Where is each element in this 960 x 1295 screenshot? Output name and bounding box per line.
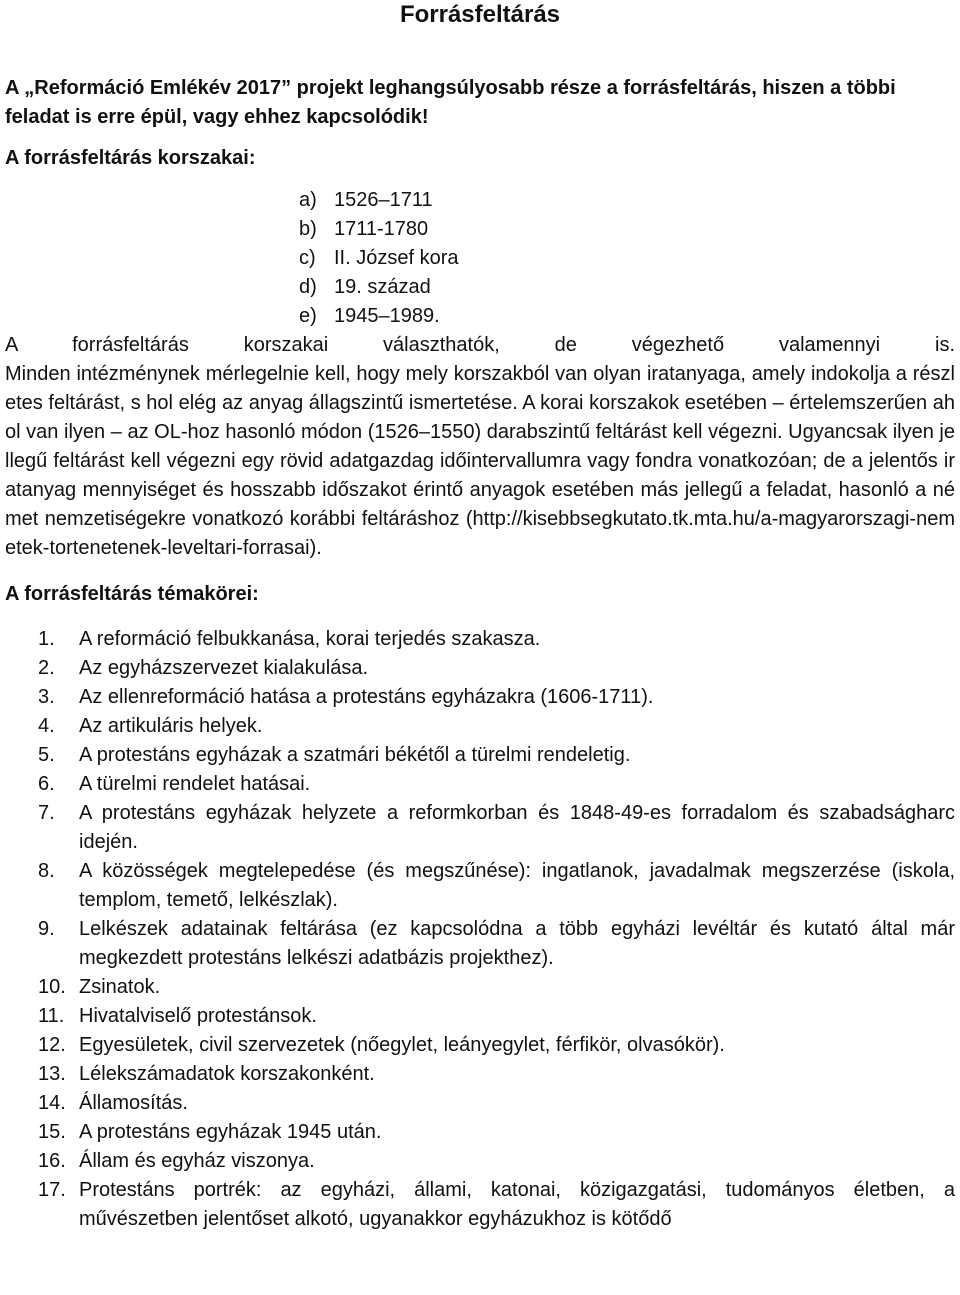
topic-item xyxy=(6,799,955,857)
topic-text: A protestáns egyházak helyzete a reformkorban és 1848-49-es forradalom és szabadságharc idején. xyxy=(79,802,955,853)
period-marker: d) xyxy=(299,276,317,298)
topic-text: A közösségek megtelepedése (és megszűnése): ingatlanok, javadalmak megszerzése (iskola, templom, temető, lelkészlak). xyxy=(79,860,955,911)
period-item xyxy=(299,244,955,273)
period-text: 1526–1711 xyxy=(334,189,433,211)
period-item xyxy=(299,302,955,331)
topic-text: A protestáns egyházak 1945 után. xyxy=(79,1121,382,1143)
periods-heading: A forrásfeltárás korszakai: xyxy=(5,147,256,169)
period-text: 1945–1989. xyxy=(334,305,440,327)
topic-number: 17. xyxy=(38,1179,66,1201)
topic-number: 13. xyxy=(38,1063,66,1085)
topic-text: A türelmi rendelet hatásai. xyxy=(79,773,311,795)
topic-item xyxy=(6,741,955,770)
topic-item xyxy=(6,1147,955,1176)
topic-number: 12. xyxy=(38,1034,66,1056)
topic-item xyxy=(6,1031,955,1060)
period-text: II. József kora xyxy=(334,247,459,269)
topic-item xyxy=(6,625,955,654)
topics-heading: A forrásfeltárás témakörei: xyxy=(5,583,259,605)
period-text: 19. század xyxy=(334,276,431,298)
document-title: Forrásfeltárás xyxy=(399,1,561,28)
topic-number: 8. xyxy=(38,860,55,882)
topic-number: 3. xyxy=(38,686,55,708)
topic-text: Lélekszámadatok korszakonként. xyxy=(79,1063,375,1085)
topic-number: 15. xyxy=(38,1121,66,1143)
topic-item xyxy=(6,683,955,712)
period-item xyxy=(299,186,955,215)
period-marker: e) xyxy=(299,305,317,327)
topic-text: Az egyházszervezet kialakulása. xyxy=(79,657,369,679)
topic-text: Lelkészek adatainak feltárása (ez kapcsolódna a több egyházi levéltár és kutató által már megkezdett protestáns lelkészi adatbázis projekthez). xyxy=(79,918,955,969)
topic-number: 11. xyxy=(38,1005,65,1027)
topic-number: 7. xyxy=(38,802,55,824)
periods-list xyxy=(5,186,955,331)
topic-text: Az ellenreformáció hatása a protestáns egyházakra (1606-1711). xyxy=(79,686,654,708)
topic-number: 14. xyxy=(38,1092,66,1114)
topic-text: Protestáns portrék: az egyházi, állami, katonai, közigazgatási, tudományos életben, a művészetben jelentőset alkotó, ugyanakkor egyházukhoz is kötődő xyxy=(79,1179,955,1230)
topic-item xyxy=(6,1089,955,1118)
topic-item xyxy=(6,1060,955,1089)
topic-text: Hivatalviselő protestánsok. xyxy=(79,1005,317,1027)
topic-number: 16. xyxy=(38,1150,66,1172)
topic-number: 4. xyxy=(38,715,55,737)
topic-item xyxy=(6,973,955,1002)
topic-text: Államosítás. xyxy=(79,1092,188,1114)
topic-text: Az artikuláris helyek. xyxy=(79,715,263,737)
topic-number: 5. xyxy=(38,744,55,766)
period-marker: a) xyxy=(299,189,317,211)
topic-item xyxy=(6,1176,955,1234)
topic-item xyxy=(6,857,955,915)
topic-item xyxy=(6,770,955,799)
period-marker: b) xyxy=(299,218,317,240)
topic-text: Zsinatok. xyxy=(79,976,161,998)
intro-paragraph: A „Reformáció Emlékév 2017” projekt leghangsúlyosabb része a forrásfeltárás, hiszen a többi feladat is erre épül, vagy ehhez kapcsolódik! xyxy=(5,77,896,128)
topic-number: 9. xyxy=(38,918,55,940)
topics-list xyxy=(5,625,955,1234)
topic-item xyxy=(6,1002,955,1031)
period-item xyxy=(299,273,955,302)
topic-item xyxy=(6,712,955,741)
period-text: 1711-1780 xyxy=(334,218,429,240)
topic-number: 2. xyxy=(38,657,55,679)
topic-text: Egyesületek, civil szervezetek (nőegylet, leányegylet, férfikör, olvasókör). xyxy=(79,1034,725,1056)
topic-text: Állam és egyház viszonya. xyxy=(79,1150,315,1172)
topic-item xyxy=(6,654,955,683)
body-paragraph: Minden intézménynek mérlegelnie kell, hogy mely korszakból van olyan iratanyaga, amely indokolja a részletes feltárást, s hol elég az anyag állagszintű ismertetése. A korai korszakok esetében – értelemszerűen ahol van ilyen – az OL-hoz hasonló módon (1526–1550) darabszintű feltárást kell végezni. Ugyancsak ilyen jellegű feltárást kell végezni egy rövid adatgazdag időintervallumra vagy fondra vonatkozóan; de a jelentős iratanyag mennyiséget és hosszabb időszakot érintő anyagok esetében más jellegű a feladat, hasonló a német nemzetiségekre vonatkozó korábbi feltáráshoz (http://kisebbsegkutato.tk.mta.hu/a-magyarorszagi-nemetek-tortenetenek-leveltari-forrasai). xyxy=(5,363,955,559)
topic-text: A protestáns egyházak a szatmári békétől a türelmi rendeletig. xyxy=(79,744,631,766)
topic-item xyxy=(6,1118,955,1147)
topic-text: A reformáció felbukkanása, korai terjedés szakasza. xyxy=(79,628,541,650)
topic-item xyxy=(6,915,955,973)
document-page xyxy=(5,0,955,1234)
period-marker: c) xyxy=(299,247,316,269)
period-item xyxy=(299,215,955,244)
paragraph-first-line: A forrásfeltárás korszakai választhatók, de végezhető valamennyi is. xyxy=(5,334,955,356)
topic-number: 1. xyxy=(38,628,55,650)
topic-number: 6. xyxy=(38,773,55,795)
topic-number: 10. xyxy=(38,976,66,998)
